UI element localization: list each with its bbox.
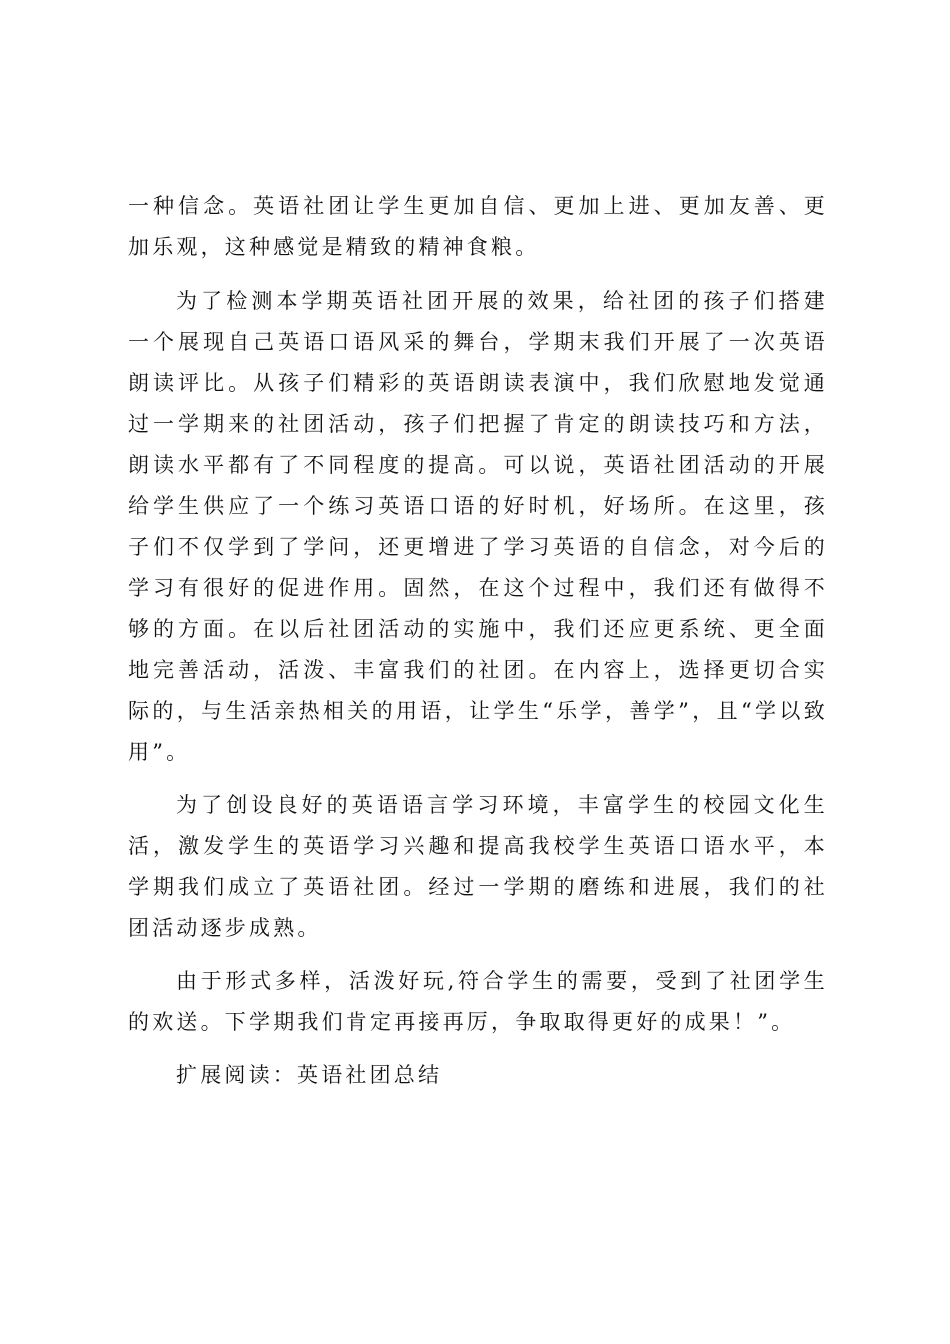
paragraph-2: 为了检测本学期英语社团开展的效果，给社团的孩子们搭建一个展现自己英语口语风采的舞台，学期末我们开展了一次英语朗读评比。从孩子们精彩的英语朗读表演中，我们欣慰地发觉通过一学期来的社团活动，孩子们把握了肯定的朗读技巧和方法，朗读水平都有了不同程度的提高。可以说，英语社团活动的开展给学生供应了一个练习英语口语的好时机，好场所。在这里，孩子们不仅学到了学问，还更增进了学习英语的自信念，对今后的学习有很好的促进作用。固然，在这个过程中，我们还有做得不够的方面。在以后社团活动的实施中，我们还应更系统、更全面地完善活动，活泼、丰富我们的社团。在内容上，选择更切合实际的，与生活亲热相关的用语，让学生“乐学，善学”，且“学以致用”。 (128, 289, 828, 764)
paragraph-3: 为了创设良好的英语语言学习环境，丰富学生的校园文化生活，激发学生的英语学习兴趣和提高我校学生英语口语水平，本学期我们成立了英语社团。经过一学期的磨练和进展，我们的社团活动逐步成熟。 (128, 793, 828, 940)
document-body (128, 186, 828, 1096)
paragraph-1: 一种信念。英语社团让学生更加自信、更加上进、更加友善、更加乐观，这种感觉是精致的精神食粮。 (128, 194, 828, 259)
paragraph-4: 由于形式多样，活泼好玩,符合学生的需要，受到了社团学生的欢送。下学期我们肯定再接再厉，争取取得更好的成果！”。 (128, 969, 828, 1034)
extended-reading-label: 扩展阅读：英语社团总结 (176, 1063, 443, 1087)
